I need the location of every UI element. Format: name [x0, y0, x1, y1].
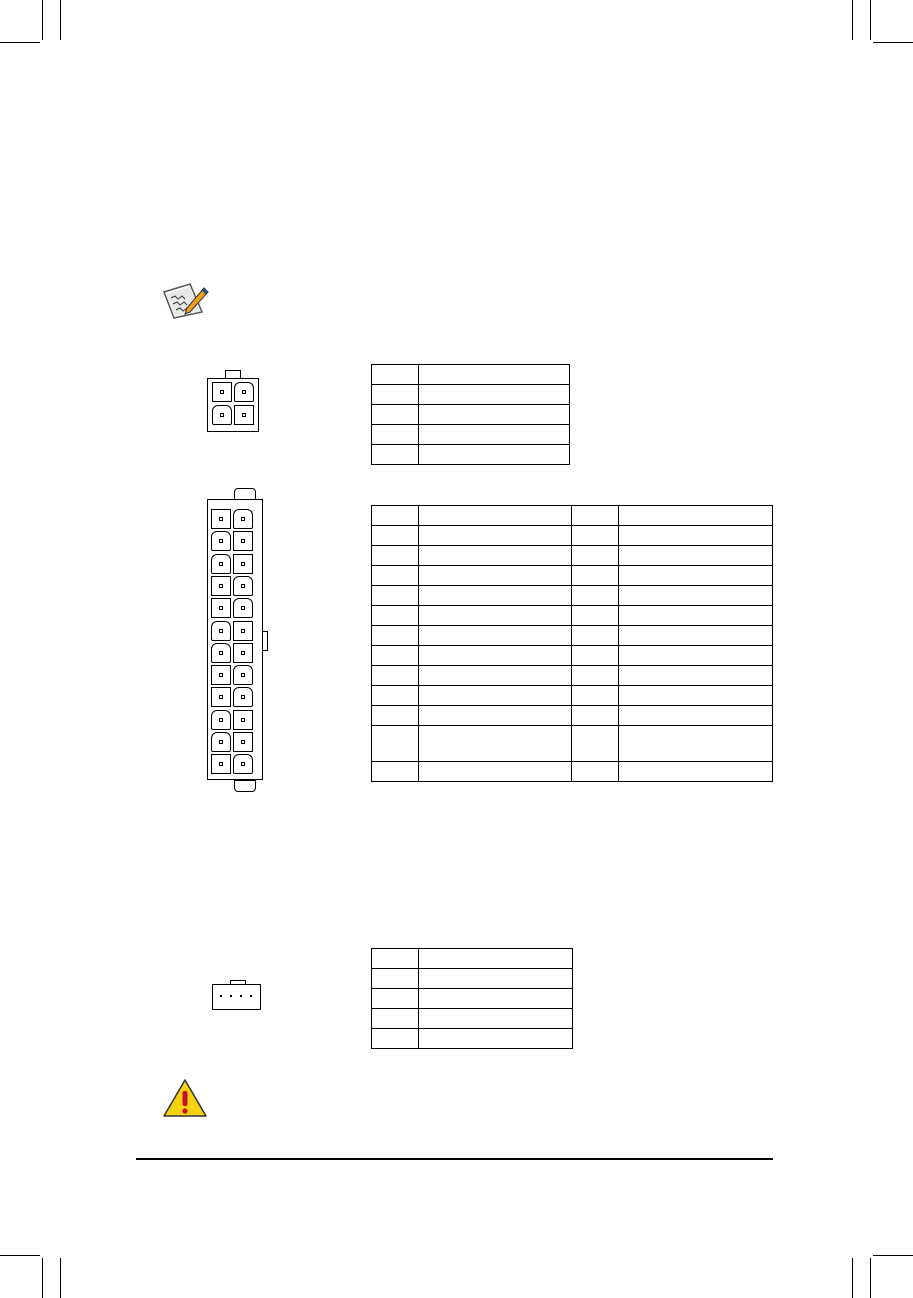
connector-pin — [211, 598, 231, 618]
connector-pin — [211, 643, 231, 663]
crop-mark — [852, 0, 853, 40]
connector-pin — [233, 754, 253, 774]
connector-pin — [211, 710, 231, 730]
fan-4pin-table — [371, 948, 573, 1049]
crop-mark — [60, 1258, 61, 1298]
warning-triangle-icon — [162, 1078, 208, 1118]
connector-pin — [233, 621, 253, 641]
connector-pin — [233, 509, 253, 529]
connector-pin — [211, 732, 231, 752]
connector-pin — [233, 732, 253, 752]
crop-mark — [60, 0, 61, 40]
connector-pin — [233, 554, 253, 574]
connector-pin — [233, 665, 253, 685]
crop-mark — [873, 1255, 913, 1256]
connector-pin — [211, 554, 231, 574]
connector-pin — [211, 531, 231, 551]
connector-pin — [211, 509, 231, 529]
atx-24pin-table — [371, 505, 773, 782]
crop-mark — [0, 1255, 40, 1256]
footer-rule — [136, 1158, 773, 1160]
connector-pin — [233, 531, 253, 551]
connector-pin — [233, 598, 253, 618]
connector-pin — [233, 643, 253, 663]
connector-pin — [233, 710, 253, 730]
crop-mark — [42, 1258, 43, 1298]
crop-mark — [873, 42, 913, 43]
crop-mark — [42, 0, 43, 40]
crop-mark — [852, 1258, 853, 1298]
fan-4pin-connector — [212, 980, 261, 1010]
atx-4pin-connector — [207, 370, 259, 432]
crop-mark — [0, 42, 40, 43]
connector-pin — [211, 665, 231, 685]
crop-mark — [870, 0, 871, 40]
connector-pin — [233, 576, 253, 596]
connector-pin — [211, 754, 231, 774]
connector-pin — [233, 687, 253, 707]
connector-pin — [211, 621, 231, 641]
note-pencil-icon — [160, 280, 210, 322]
crop-mark — [870, 1258, 871, 1298]
atx-24pin-connector — [204, 488, 268, 800]
connector-pin — [211, 576, 231, 596]
atx-4pin-table — [371, 364, 570, 465]
connector-pin — [211, 687, 231, 707]
